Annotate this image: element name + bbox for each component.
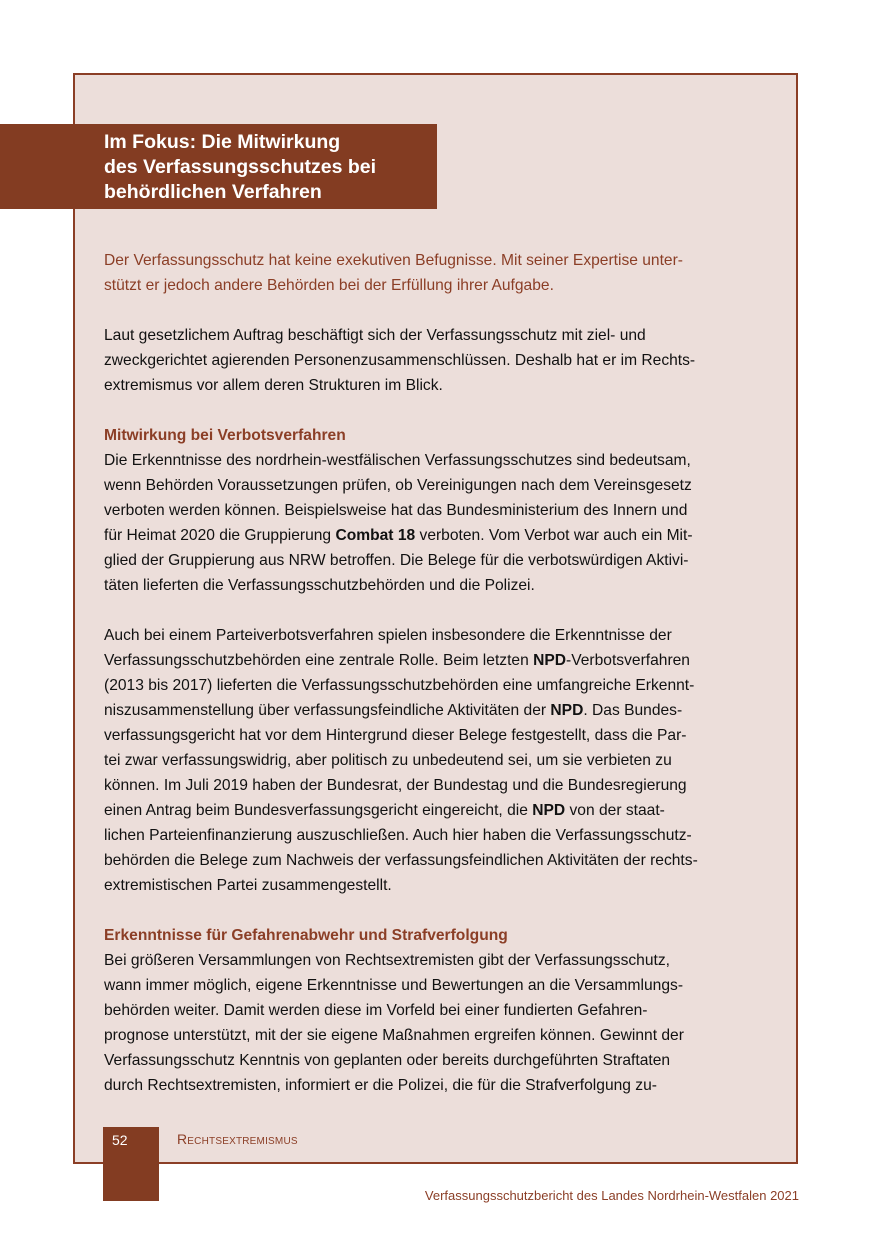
paragraph-vereinsverbot: Die Erkenntnisse des nordrhein-westfälischen Verfassungsschutzes sind bedeutsam, wenn Behörden Voraussetzungen prüfen, ob Vereinigungen nach dem Vereinsgesetz verboten werden können. Beispielsweise hat das Bundesministerium des Innern und für Heimat 2020 die Gruppierung Combat 18 verboten. Vom Verbot war auch ein Mit- glied der Gruppierung aus NRW betroffen. Die Belege für die verbotswürdigen Aktivi- täten lieferten die Verfassungsschutzbehörden und die Polizei. <box>104 452 693 594</box>
paragraph-gefahrenabwehr: Bei größeren Versammlungen von Rechtsextremisten gibt der Verfassungsschutz, wann immer möglich, eigene Erkenntnisse und Bewertungen an die Versammlungs- behörden weiter. Damit werden diese im Vorfeld bei einer fundierten Gefahren- prognose unterstützt, mit der sie eigene Maßnahmen ergreifen können. Gewinnt der Verfassungsschutz Kenntnis von geplanten oder bereits durchgeführten Straftaten durch Rechtsextremisten, informiert er die Polizei, die für die Strafverfolgung zu- <box>104 952 684 1094</box>
heading-line: behördlichen Verfahren <box>104 181 322 203</box>
npd-term: NPD <box>533 652 567 669</box>
section-heading-verbotsverfahren: Mitwirkung bei Verbotsverfahren <box>104 427 346 444</box>
main-content <box>104 248 774 1098</box>
page-number: 52 <box>112 1132 128 1148</box>
combat18-term: Combat 18 <box>335 527 416 544</box>
npd-term: NPD <box>550 702 584 719</box>
focus-heading <box>0 124 437 209</box>
footer-title: Verfassungsschutzbericht des Landes Nordrhein-Westfalen 2021 <box>424 1188 799 1203</box>
section-label: Rechtsextremismus <box>177 1131 298 1147</box>
lead-paragraph: Der Verfassungsschutz hat keine exekutiven Befugnisse. Mit seiner Expertise unter- stützt er jedoch andere Behörden bei der Erfüllung ihrer Aufgabe. <box>104 252 683 294</box>
section-heading-gefahrenabwehr: Erkenntnisse für Gefahrenabwehr und Strafverfolgung <box>104 927 508 944</box>
npd-term: NPD <box>532 802 566 819</box>
intro-paragraph: Laut gesetzlichem Auftrag beschäftigt sich der Verfassungsschutz mit ziel- und zweckgerichtet agierenden Personenzusammenschlüssen. Deshalb hat er im Rechts- extremismus vor allem deren Strukturen im Blick. <box>104 327 696 394</box>
paragraph-parteiverbot: Auch bei einem Parteiverbotsverfahren spielen insbesondere die Erkenntnisse der Verfassungsschutzbehörden eine zentrale Rolle. Beim letzten NPD-Verbotsverfahren (2013 bis 2017) lieferten die Verfassungsschutzbehörden eine umfangreiche Erkennt- niszusammenstellung über verfassungsfeindliche Aktivitäten der NPD. Das Bundes- verfassungsgericht hat vor dem Hintergrund dieser Belege festgestellt, dass die Par- tei zwar verfassungswidrig, aber politisch zu unbedeutend sei, um sie verbieten zu können. Im Juli 2019 haben der Bundesrat, der Bundestag und die Bundesregierung einen Antrag beim Bundesverfassungsgericht eingereicht, die NPD von der staat- lichen Parteienfinanzierung auszuschließen. Auch hier haben die Verfassungsschutz- behörden die Belege zum Nachweis der verfassungsfeindlichen Aktivitäten der rechts- extremistischen Partei zusammengestellt. <box>104 627 698 894</box>
heading-line: des Verfassungsschutzes bei <box>104 156 377 178</box>
heading-line: Im Fokus: Die Mitwirkung <box>104 131 341 153</box>
